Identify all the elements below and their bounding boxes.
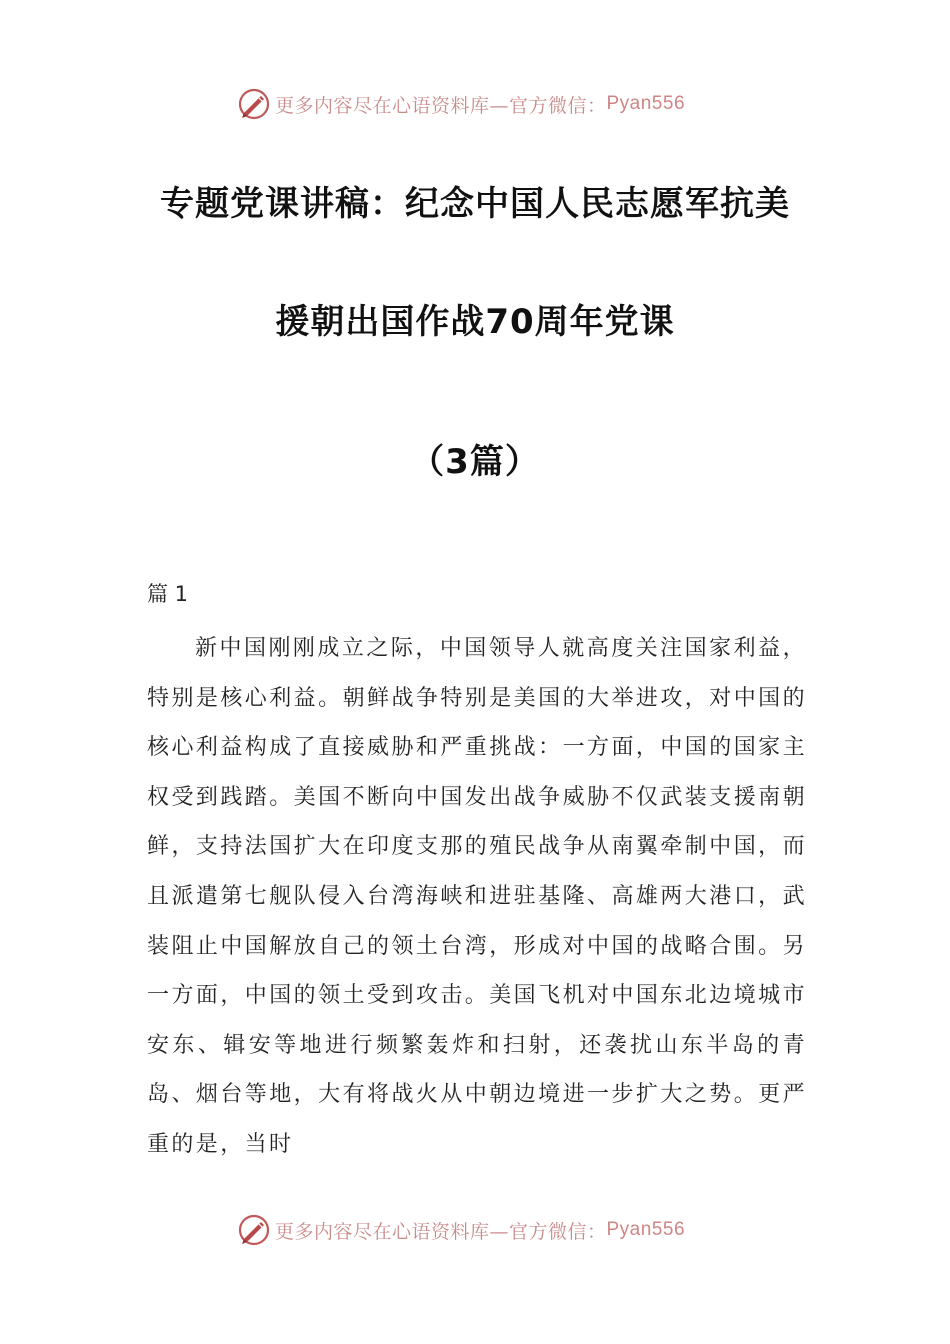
document-subtitle-count: （3篇） (410, 442, 540, 482)
body-paragraph: 新中国刚刚成立之际，中国领导人就高度关注国家利益，特别是核心利益。朝鲜战争特别是美国的大举进攻，对中国的核心利益构成了直接威胁和严重挑战：一方面，中国的国家主权受到践踏。美国不断向中国发出战争威胁不仅武装支援南朝鲜，支持法国扩大在印度支那的殖民战争从南翼牵制中国，而且派遣第七舰队侵入台湾海峡和进驻基隆、高雄两大港口，武装阻止中国解放自己的领土台湾，形成对中国的战略合围。另一方面，中国的领土受到攻击。美国飞机对中国东北边境城市安东、辑安等地进行频繁轰炸和扫射，还袭扰山东半岛的青岛、烟台等地，大有将战火从中朝边境进一步扩大之势。更严重的是，当时 (147, 636, 807, 1157)
watermark-header (0, 84, 950, 124)
document-title-line-2: 援朝出国作战70周年党课 (275, 302, 675, 342)
watermark-wechat-id: Pyan556 (606, 93, 686, 114)
document-title-line-1: 专题党课讲稿：纪念中国人民志愿军抗美 (160, 184, 790, 224)
watermark-text: 更多内容尽在心语资料库—官方微信： (274, 1220, 607, 1243)
watermark-footer (0, 1210, 950, 1250)
section-label: 篇 1 (147, 582, 189, 606)
pen-logo-icon (237, 87, 271, 121)
pen-logo-icon (237, 1213, 271, 1247)
watermark-wechat-id: Pyan556 (606, 1219, 686, 1240)
watermark-text: 更多内容尽在心语资料库—官方微信： (274, 94, 607, 117)
